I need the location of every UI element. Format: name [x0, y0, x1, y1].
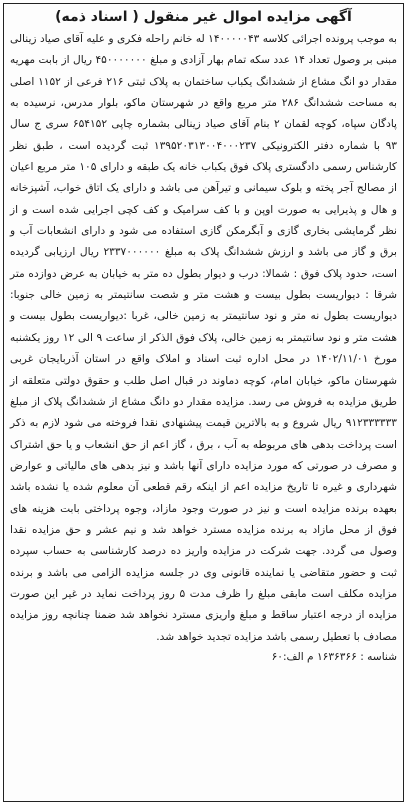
auction-notice	[3, 3, 404, 802]
notice-footer: شناسه : ۱۶۳۶۳۶۶ م الف:۶۰	[271, 650, 397, 663]
notice-title: آگهی مزایده اموال غیر منقول ( اسناد ذمه)	[55, 9, 352, 25]
notice-body: به موجب پرونده اجرائی کلاسه ۱۴۰۰۰۰۰۴۳ له خانم راحله فکری و علیه آقای صیاد زینالی مبنی بر وصول تعداد ۱۴ عدد سکه تمام بهار آزادی و مبلغ ۴۵۰۰۰۰۰۰۰ ریال از بابت مهریه مقدار دو انگ مشاع از ششدانگ یکباب ساختمان به پلاک ثبتی ۲۱۶ فرعی از ۱۱۵۲ اصلی به مساحت ششدانگ ۲۸۶ متر مربع واقع در شهرستان ماکو، بلوار مدرس، نرسیده به پادگان سپاه، کوچه لقمان ۲ بنام آقای صیاد زینالی بشماره چاپی ۶۵۴۱۵۲ سری ج سال ۹۳ با شماره دفتر الکترونیکی ۱۳۹۵۲۰۳۱۳۰۰۴۰۰۰۲۳۷ ثبت گردیده است ، طبق نظر کارشناس رسمی دادگستری پلاک فوق یکباب خانه یک طبقه و دارای ۱۰۵ متر مربع اعیان از مصالح آجر پخته و بلوک سیمانی و تیرآهن می باشد و دارای یک اتاق خواب، آشپزخانه و هال و پذیرایی به صورت اوپن و با کف سرامیک و کف کچی اجرایی شده است و از نظر گرمایشی بخاری گازی و آبگرمکن گازی استفاده می شود و دارای انشعابات آب و برق و گاز می باشد و ارزش ششدانگ پلاک به مبلغ ۲۳۳۷۰۰۰۰۰۰ ریال ارزیابی گردیده است، حدود پلاک فوق : شمالا: درب و دیوار بطول ده متر به خیابان به عرض دوازده متر شرقا : دیواریست بطول بیست و هشت متر و شصت سانتیمتر به زمین خالی جنوبا: دیواریست بطول نه متر و نود سانتیمتر به زمین خالی، غربا :دیواریست بطول بیست و هشت متر و نود سانتیمتر به زمین خالی، پلاک فوق الذکر از ساعت ۹ الی ۱۲ روز یکشنبه مورخ ۱۴۰۲/۱۱/۰۱ در محل اداره ثبت اسناد و املاک واقع در استان آذربایجان غربی شهرستان ماکو، خیابان امام، کوچه دماوند در قبال اصل طلب و حقوق دولتی متعلقه از طریق مزایده به فروش می رسد. مزایده مقدار دو دانگ مشاع از ششدانگ پلاک از مبلغ ۹۱۲۳۳۳۳۳۳ ریال شروع و به بالاترین قیمت پیشنهادی نقدا فروخته می شود لازم به ذکر است پرداخت بدهی های مربوطه به آب ، برق ، گاز اعم از حق انشعاب و یا حق اشتراک و مصرف در صورتی که مورد مزایده دارای آنها باشد و نیز بدهی های مالیاتی و عوارض شهرداری و غیره تا تاریخ مزایده اعم از اینکه رقم قطعی آن معلوم شده یا نشده باشد بعهده برنده مزایده است و نیز در صورت وجود مازاد، وجوه پرداختی بابت هزینه های فوق از محل مازاد به برنده مزایده مسترد خواهد شد و نیم عشر و حق مزایده نقدا وصول می گردد. جهت شرکت در مزایده واریز ده درصد کارشناسی به حساب سپرده ثبت و حضور متقاضی یا نماینده قانونی وی در جلسه مزایده الزامی می باشد و برنده مزایده مکلف است مابقی مبلغ را ظرف مدت ۵ روز پرداخت نماید در غیر این صورت مزایده از درجه اعتبار ساقط و مبلغ واریزی مسترد نخواهد شد ضمنا چنانچه روز مزایده مصادف با تعطیل رسمی باشد مزایده تجدید خواهد شد.	[10, 33, 398, 643]
